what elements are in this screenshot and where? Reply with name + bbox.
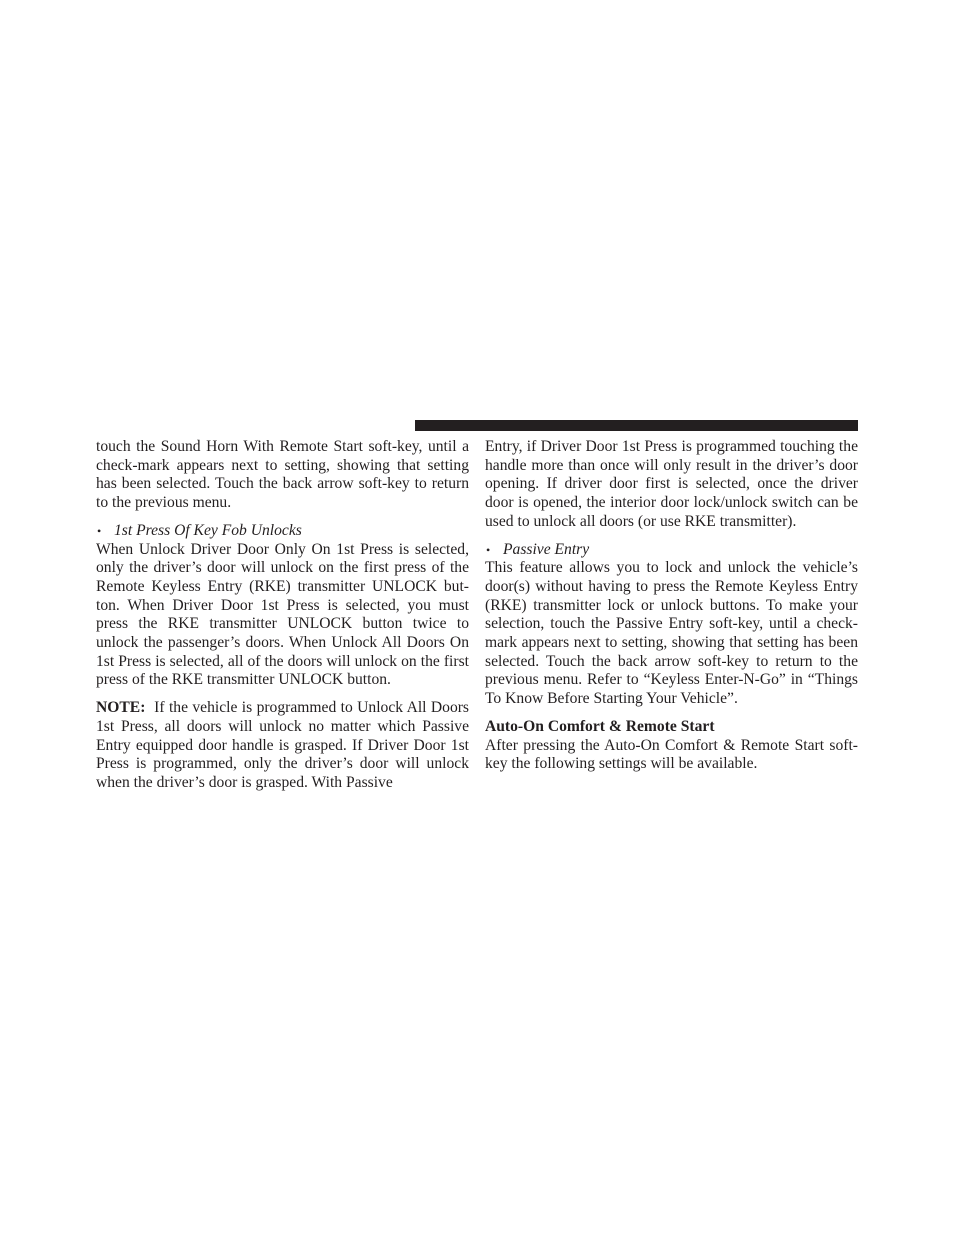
bullet-item-key-fob-unlocks: [96, 522, 469, 541]
continued-paragraph: touch the Sound Horn With Remote Start soft-key, until a check-mark appears next to setting, showing that setting has been selected. Touch the back arrow soft-key to return to the previous menu.: [96, 438, 469, 512]
note-body: If the vehicle is programmed to Unlock All Doors 1st Press, all doors will unlock no matter which Passive Entry equipped door handle is grasped. If Driver Door 1st Press is programmed, only the driver’s door will unlock when the driver’s door is grasped. With Passive: [96, 699, 469, 791]
bullet-item-passive-entry: [485, 541, 858, 560]
bullet-icon: •: [97, 523, 102, 538]
bullet-title: 1st Press Of Key Fob Unlocks: [114, 521, 302, 539]
bullet-icon: •: [486, 542, 491, 557]
left-column: [96, 438, 469, 793]
continued-paragraph-right: Entry, if Driver Door 1st Press is programmed touching the handle more than once will only result in the driver’s door opening. If driver door first is selected, once the driver door is opened, the interior door lock/unlock switch can be used to unlock all doors (or use RKE transmitter).: [485, 438, 858, 530]
bullet-body: This feature allows you to lock and unlock the vehicle’s door(s) without having to press the Remote Keyless Entry (RKE) transmitter lock or unlock buttons. To make your selection, touch the Passive Entry soft-key, until a check-mark appears next to setting, showing that setting has been selected. Touch the back arrow soft-key to return to the previous menu. Refer to “Keyless Enter-N-Go” in “Things To Know Before Starting Your Vehicle”.: [485, 559, 858, 708]
section-paragraph: After pressing the Auto-On Comfort & Remote Start soft-key the following settings will be available.: [485, 736, 858, 773]
bullet-body: When Unlock Driver Door Only On 1st Press is selected, only the driver’s door will unlock on the first press of the Remote Keyless Entry (RKE) transmitter UNLOCK button. When Driver Door 1st Press is selected, you must press the RKE transmitter UNLOCK button twice to unlock the passenger’s doors. When Unlock All Doors On 1st Press is selected, all of the doors will unlock on the first press of the RKE transmitter UNLOCK button.: [96, 540, 469, 689]
note-label: NOTE:: [96, 699, 146, 717]
bullet-title: Passive Entry: [503, 540, 590, 558]
section-header-bar: [415, 420, 858, 431]
section-heading: Auto-On Comfort & Remote Start: [485, 717, 715, 735]
note-paragraph: [96, 699, 469, 793]
right-column: [485, 438, 858, 774]
